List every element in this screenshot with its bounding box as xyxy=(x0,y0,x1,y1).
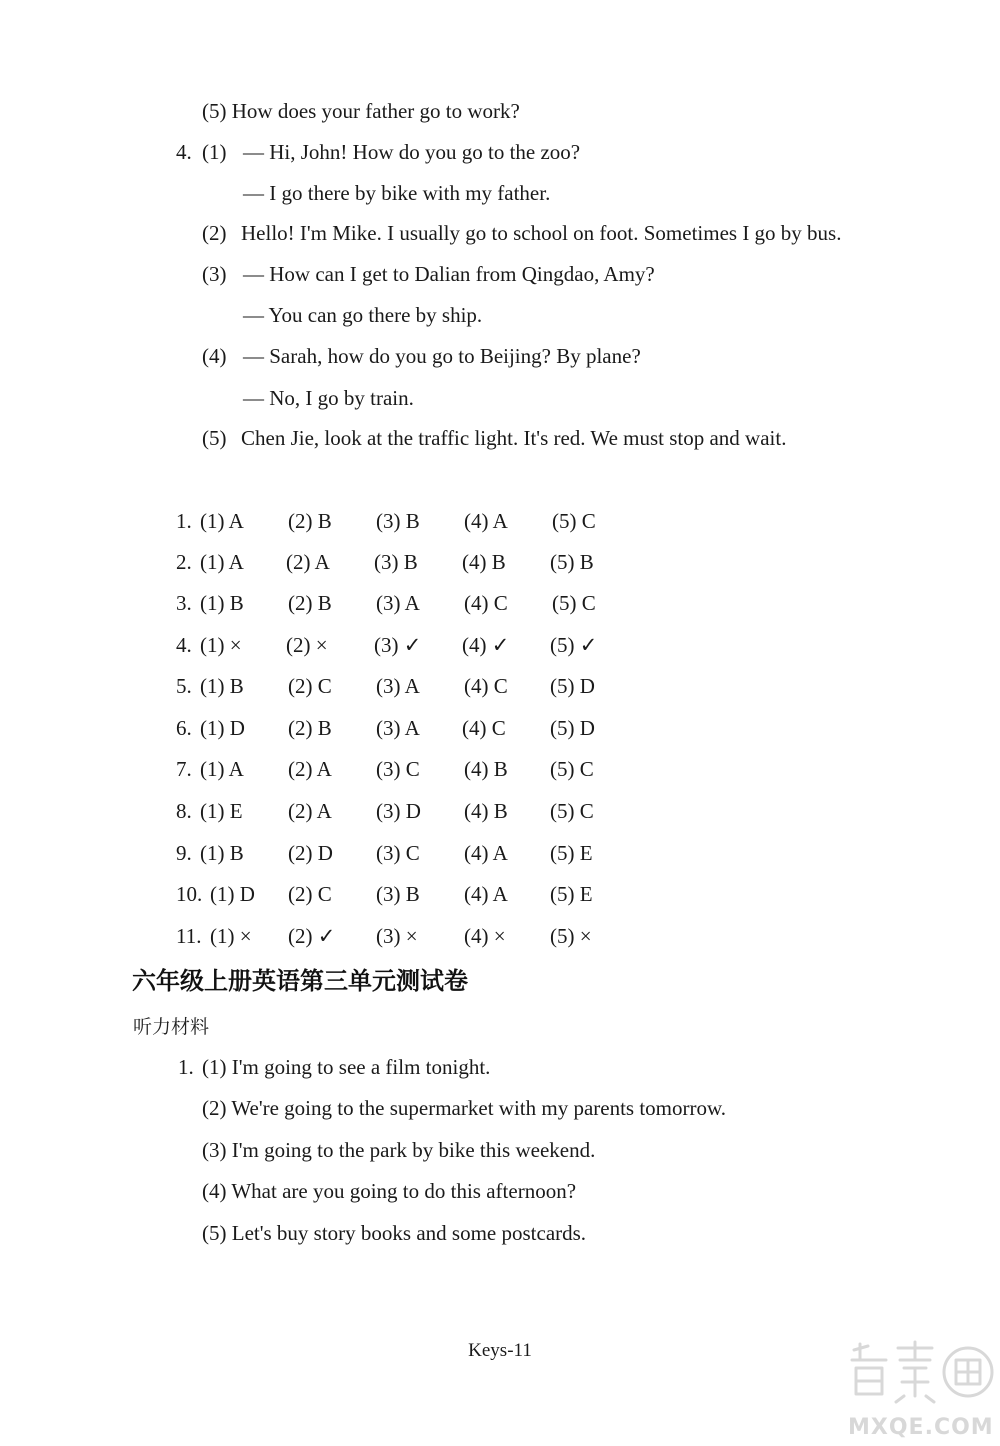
answer-cell: (4) × xyxy=(464,924,506,948)
answer-cell: (4) B xyxy=(462,550,506,574)
unit3-q1-item-4: (4) What are you going to do this afternoon? xyxy=(202,1179,577,1203)
answer-cell: (1) D xyxy=(200,716,245,740)
unit3-q1-item-1: (1) I'm going to see a film tonight. xyxy=(202,1055,491,1079)
answer-cell: (5) D xyxy=(550,674,595,698)
q4-item-4-num: (4) xyxy=(202,344,227,368)
answer-cell: (4) B xyxy=(464,799,508,823)
q4-item-1-line-2: — I go there by bike with my father. xyxy=(243,181,551,205)
q4-item-3-line-2: — You can go there by ship. xyxy=(243,303,483,327)
answer-cell: (4) A xyxy=(464,509,508,533)
q4-item-5-num: (5) xyxy=(202,426,227,450)
answer-cell: (1) A xyxy=(200,550,244,574)
answer-cell: (3) × xyxy=(376,924,418,948)
q4-item-3-line-1: — How can I get to Dalian from Qingdao, Amy? xyxy=(243,262,655,286)
answer-cell: (2) A xyxy=(286,550,330,574)
answer-cell: (4) A xyxy=(464,882,508,906)
answer-question-number: 6. xyxy=(176,716,192,740)
answer-cell: (2) C xyxy=(288,674,332,698)
answer-cell: (1) B xyxy=(200,674,244,698)
answer-cell: (1) A xyxy=(200,509,244,533)
answer-cell: (5) C xyxy=(552,509,596,533)
answer-cell: (5) C xyxy=(550,799,594,823)
answer-cell: (2) C xyxy=(288,882,332,906)
answer-question-number: 10. xyxy=(176,882,203,906)
answer-question-number: 3. xyxy=(176,591,192,615)
answer-question-number: 5. xyxy=(176,674,192,698)
answer-cell: (4) C xyxy=(462,716,506,740)
answer-cell: (3) A xyxy=(376,591,420,615)
answer-cell: (4) C xyxy=(464,591,508,615)
q4-item-2-num: (2) xyxy=(202,221,227,245)
answer-cell: (2) A xyxy=(288,799,332,823)
answer-question-number: 8. xyxy=(176,799,192,823)
answer-cell: (5) E xyxy=(550,841,593,865)
answer-cell: (5) × xyxy=(550,924,592,948)
q3-item-5: (5) How does your father go to work? xyxy=(202,99,520,123)
answer-cell: (4) ✓ xyxy=(462,633,510,657)
q4-item-1-line-1: — Hi, John! How do you go to the zoo? xyxy=(243,140,581,164)
q4-item-3-num: (3) xyxy=(202,262,227,286)
answer-cell: (2) B xyxy=(288,591,332,615)
answer-cell: (1) × xyxy=(210,924,252,948)
unit3-q1-item-3: (3) I'm going to the park by bike this weekend. xyxy=(202,1138,596,1162)
page-number: Keys-11 xyxy=(468,1340,532,1361)
answer-cell: (1) E xyxy=(200,799,243,823)
answer-cell: (3) C xyxy=(376,841,420,865)
answer-question-number: 4. xyxy=(176,633,192,657)
answer-cell: (2) A xyxy=(288,757,332,781)
answer-cell: (2) B xyxy=(288,509,332,533)
answer-cell: (3) B xyxy=(376,509,420,533)
section-subtitle: 听力材料 xyxy=(133,1016,210,1038)
q4-item-4-line-2: — No, I go by train. xyxy=(243,386,414,410)
answer-question-number: 1. xyxy=(176,509,192,533)
answer-cell: (4) B xyxy=(464,757,508,781)
answer-cell: (3) B xyxy=(376,882,420,906)
answer-cell: (2) B xyxy=(288,716,332,740)
answer-cell: (2) ✓ xyxy=(288,924,336,948)
answer-cell: (3) A xyxy=(376,674,420,698)
answer-cell: (3) D xyxy=(376,799,421,823)
answer-question-number: 2. xyxy=(176,550,192,574)
answer-cell: (5) C xyxy=(552,591,596,615)
answer-cell: (5) D xyxy=(550,716,595,740)
answer-cell: (2) D xyxy=(288,841,333,865)
q4-item-2-line-1: Hello! I'm Mike. I usually go to school on foot. Sometimes I go by bus. xyxy=(241,221,842,245)
answer-cell: (3) ✓ xyxy=(374,633,422,657)
watermark-logo xyxy=(846,1338,996,1442)
answer-cell: (5) C xyxy=(550,757,594,781)
unit3-q1-label: 1. xyxy=(178,1055,194,1079)
svg-text:MXQE.COM: MXQE.COM xyxy=(848,1415,994,1440)
answer-cell: (5) B xyxy=(550,550,594,574)
q4-item-1-num: (1) xyxy=(202,140,227,164)
answer-cell: (1) × xyxy=(200,633,242,657)
q4-label: 4. xyxy=(176,140,192,164)
answer-cell: (1) B xyxy=(200,841,244,865)
answer-cell: (4) A xyxy=(464,841,508,865)
section-title: 六年级上册英语第三单元测试卷 xyxy=(132,967,468,995)
answer-cell: (1) D xyxy=(210,882,255,906)
answer-cell: (1) A xyxy=(200,757,244,781)
q4-item-5-line-1: Chen Jie, look at the traffic light. It's red. We must stop and wait. xyxy=(241,426,787,450)
answer-cell: (5) E xyxy=(550,882,593,906)
unit3-q1-item-5: (5) Let's buy story books and some postcards. xyxy=(202,1221,587,1245)
answer-cell: (3) C xyxy=(376,757,420,781)
answer-cell: (4) C xyxy=(464,674,508,698)
answer-question-number: 9. xyxy=(176,841,192,865)
answer-cell: (2) × xyxy=(286,633,328,657)
q4-item-4-line-1: — Sarah, how do you go to Beijing? By plane? xyxy=(243,344,641,368)
answer-question-number: 11. xyxy=(176,924,202,948)
answer-cell: (3) B xyxy=(374,550,418,574)
answer-cell: (1) B xyxy=(200,591,244,615)
unit3-q1-item-2: (2) We're going to the supermarket with my parents tomorrow. xyxy=(202,1096,727,1120)
answer-cell: (5) ✓ xyxy=(550,633,598,657)
answer-cell: (3) A xyxy=(376,716,420,740)
answer-question-number: 7. xyxy=(176,757,192,781)
